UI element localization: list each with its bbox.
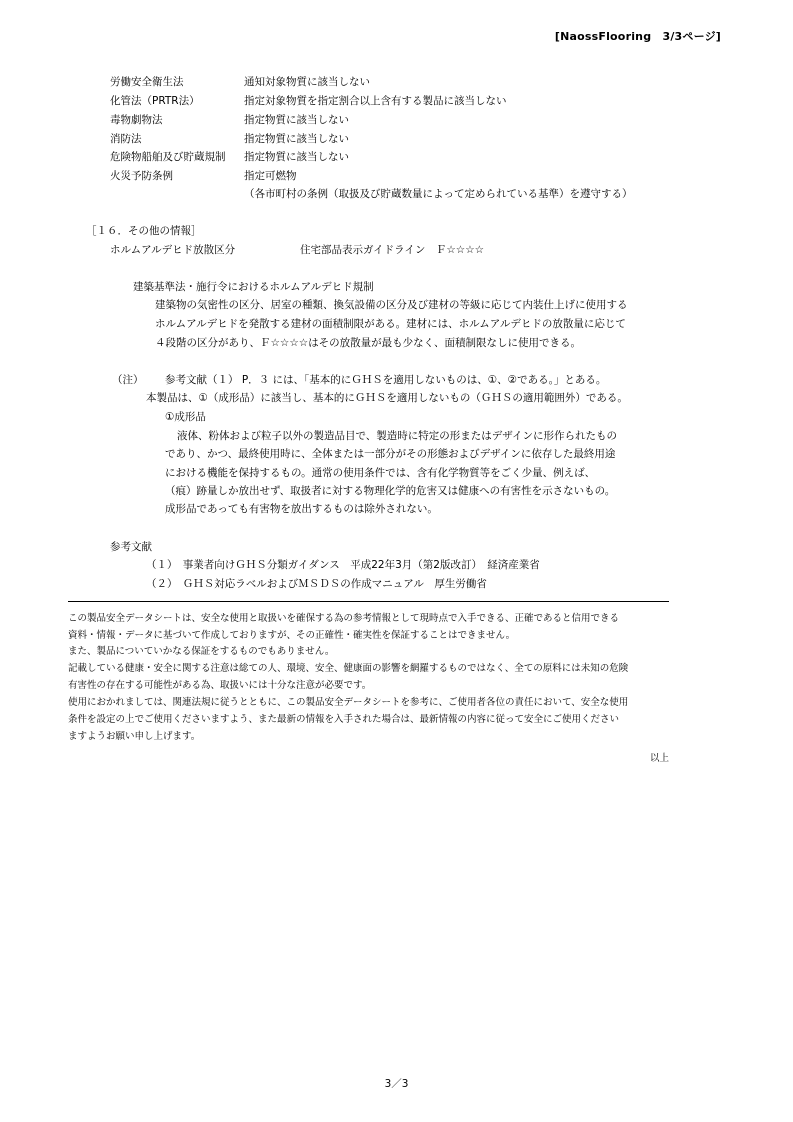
disclaimer-line: この製品安全データシートは、安全な使用と取扱いを確保する為の参考情報として現時点で入手できる、正確であると信用できる xyxy=(68,613,620,624)
disclaimer-line: また、製品についていかなる保証をするものでもありません。 xyxy=(68,646,335,657)
note-subhead: ①成形品 xyxy=(165,411,206,423)
divider xyxy=(68,601,669,602)
disclaimer-line: 条件を設定の上でご使用くださいますよう、また最新の情報を入手された場合は、最新情報の内容に従って安全にご使用ください xyxy=(68,714,620,725)
note-body-line: 成形品であっても有害物を放出するものは除外されない。 xyxy=(165,503,438,515)
building-code-line: ４段階の区分があり、Ｆ☆☆☆☆はその放散量が最も少なく、面積制限なしに使用できる。 xyxy=(155,337,581,349)
disclaimer-line: 使用におかれましては、関連法規に従うとともに、この製品安全データシートを参考に、ご使用者各位の責任において、安全な使用 xyxy=(68,697,629,708)
disclaimer-line: 記載している健康・安全に関する注意は総ての人、環境、安全、健康面の影響を網羅するものではなく、全ての原料には未知の危険 xyxy=(68,663,629,674)
disclaimer-line: 資料・情報・データに基づいて作成しておりますが、その正確性・確実性を保証することはできません。 xyxy=(68,630,516,641)
disclaimer-line: 有害性の存在する可能性がある為、取扱いには十分な注意が必要です。 xyxy=(68,680,372,691)
page-number: 3／3 xyxy=(384,1078,409,1090)
formaldehyde-value: 住宅部品表示ガイドライン Ｆ☆☆☆☆ xyxy=(300,244,485,256)
note-body-line: であり、かつ、最終使用時に、全体または一部分がその形態およびデザインに依存した最終用途 xyxy=(165,448,616,460)
regulation-value: 指定物質に該当しない xyxy=(244,114,349,126)
building-code-title: 建築基準法・施行令におけるホルムアルデヒド規制 xyxy=(133,281,374,293)
note-body-line: （痕）跡量しか放出せず、取扱者に対する物理化学的危害又は健康への有害性を示さないもの。 xyxy=(165,485,616,497)
regulation-value: 指定物質に該当しない xyxy=(244,133,349,145)
regulation-name: 火災予防条例 xyxy=(110,170,173,182)
regulation-value: 指定物質に該当しない xyxy=(244,151,349,163)
disclaimer-line: ますようお願い申し上げます。 xyxy=(68,731,201,742)
building-code-line: ホルムアルデヒドを発散する建材の面積制限がある。建材には、ホルムアルデヒドの放散量に応じて xyxy=(155,318,626,330)
reference-item: （２） ＧＨＳ対応ラベルおよびＭＳＤＳの作成マニュアル 厚生労働省 xyxy=(146,578,487,590)
regulation-value: 指定可燃物 xyxy=(244,170,297,182)
note-line: 参考文献（１） P．３ には、「基本的にＧＨＳを適用しないものは、①、②である。」とある。 xyxy=(165,374,607,386)
page-header: [NaossFlooring 3/3ページ] xyxy=(554,30,721,43)
note-body-line: における機能を保持するもの。通常の使用条件では、含有化学物質等をごく少量、例えば、 xyxy=(165,467,596,479)
regulation-value: 指定対象物質を指定割合以上含有する製品に該当しない xyxy=(244,95,507,107)
closing-text: 以上 xyxy=(649,753,669,764)
section-16-title: ［１６．その他の情報］ xyxy=(86,225,202,237)
regulation-name: 化管法（PRTR法） xyxy=(110,95,200,107)
note-marker: （注） xyxy=(112,374,144,386)
regulation-value: 通知対象物質に該当しない xyxy=(244,76,370,88)
formaldehyde-label: ホルムアルデヒド放散区分 xyxy=(110,244,236,256)
note-line: 本製品は、①（成形品）に該当し、基本的にＧＨＳを適用しないもの（ＧＨＳの適用範囲外）である。 xyxy=(146,392,628,404)
regulation-name: 危険物船舶及び貯蔵規制 xyxy=(110,151,226,163)
reference-item: （１） 事業者向けＧＨＳ分類ガイダンス 平成22年3月（第2版改訂） 経済産業省 xyxy=(146,559,540,571)
regulation-name: 労働安全衛生法 xyxy=(110,76,184,88)
regulation-note: （各市町村の条例（取扱及び貯蔵数量によって定められている基準）を遵守する） xyxy=(244,188,633,200)
building-code-line: 建築物の気密性の区分、居室の種類、換気設備の区分及び建材の等級に応じて内装仕上げに使用する xyxy=(155,299,628,311)
regulation-name: 消防法 xyxy=(110,133,142,145)
regulation-name: 毒物劇物法 xyxy=(110,114,163,126)
note-body-line: 液体、粉体および粒子以外の製造品目で、製造時に特定の形またはデザインに形作られたもの xyxy=(177,430,618,442)
references-title: 参考文献 xyxy=(110,541,152,553)
